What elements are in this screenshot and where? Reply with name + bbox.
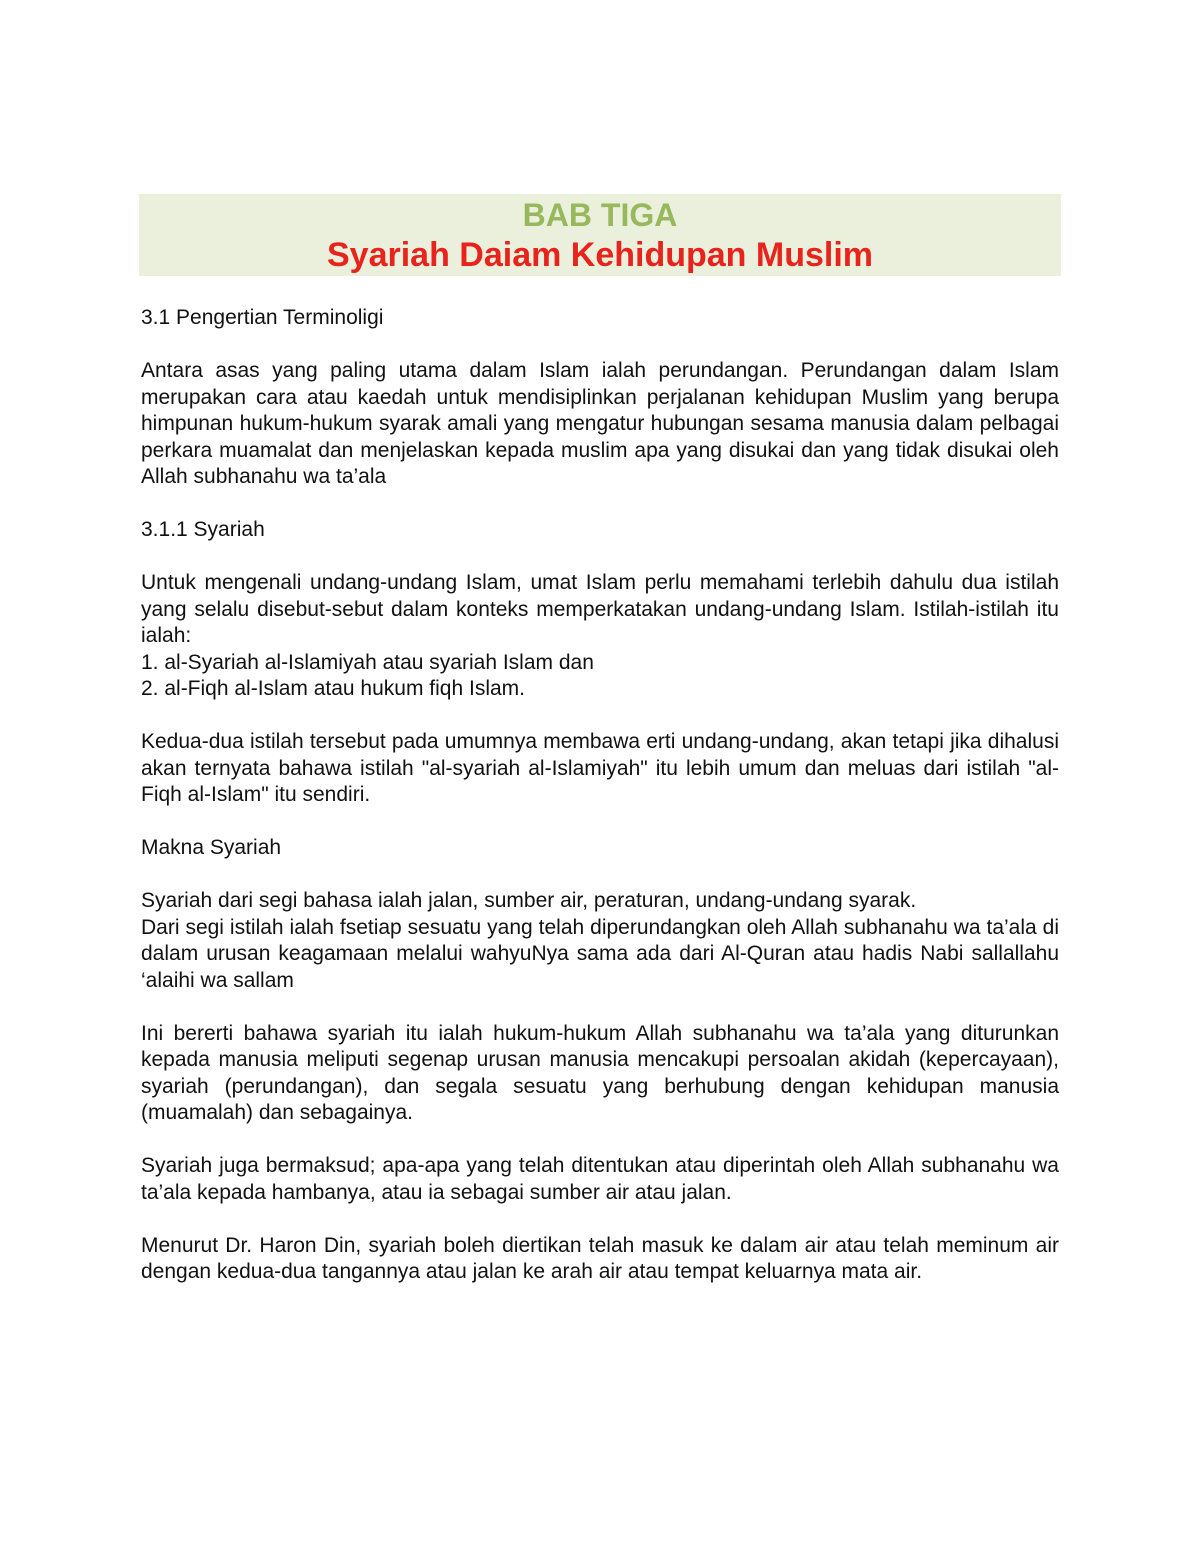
document-body [141, 305, 1059, 1312]
list-item: 2. al-Fiqh al-Islam atau hukum fiqh Islam. [141, 677, 525, 700]
paragraph-syariah-meaning: Ini bererti bahawa syariah itu ialah hukum-hukum Allah subhanahu wa ta’ala yang diturunkan kepada manusia meliputi segenap urusan manusia mencakupi persoalan akidah (kepercayaan), syariah (perundangan), dan segala sesuatu yang berhubung dengan kehidupan manusia (muamalah) dan sebagainya. [141, 1021, 1059, 1124]
section-heading-terminology: 3.1 Pengertian Terminoligi [141, 306, 384, 329]
paragraph-makna-istilah: Dari segi istilah ialah fsetiap sesuatu yang telah diperundangkan oleh Allah subhanahu wa ta’ala di dalam urusan keagamaan melalui wahyuNya sama ada dari Al-Quran atau hadis Nabi sallallahu ‘alaihi wa sallam [141, 915, 1059, 992]
paragraph-terminology: Antara asas yang paling utama dalam Islam ialah perundangan. Perundangan dalam Islam merupakan cara atau kaedah untuk mendisiplinkan perjalanan kehidupan Muslim yang berupa himpunan hukum-hukum syarak amali yang mengatur hubungan sesama manusia dalam pelbagai perkara muamalat dan menjelaskan kepada muslim apa yang disukai dan yang tidak disukai oleh Allah subhanahu wa ta’ala [141, 359, 1059, 488]
section-heading-syariah: 3.1.1 Syariah [141, 518, 265, 541]
paragraph-syariah-purpose: Syariah juga bermaksud; apa-apa yang telah ditentukan atau diperintah oleh Allah subhanahu wa ta’ala kepada hambanya, atau ia sebagai sumber air atau jalan. [141, 1154, 1059, 1204]
paragraph-term-comparison: Kedua-dua istilah tersebut pada umumnya membawa erti undang-undang, akan tetapi jika dihalusi akan ternyata bahawa istilah "al-syariah al-Islamiyah" itu lebih umum dan meluas dari istilah "al-Fiqh al-Islam" itu sendiri. [141, 730, 1059, 806]
paragraph-syariah-intro: Untuk mengenali undang-undang Islam, umat Islam perlu memahami terlebih dahulu dua istilah yang selalu disebut-sebut dalam konteks memperkatakan undang-undang Islam. Istilah-istilah itu ialah: [141, 571, 1059, 647]
paragraph-makna-bahasa: Syariah dari segi bahasa ialah jalan, sumber air, peraturan, undang-undang syarak. [141, 889, 917, 912]
chapter-label: BAB TIGA [522, 197, 678, 233]
chapter-title: Syariah Daiam Kehidupan Muslim [326, 236, 874, 274]
chapter-title-box [139, 194, 1061, 276]
term-list [141, 650, 1059, 703]
section-heading-makna-syariah: Makna Syariah [141, 836, 282, 859]
spacer [141, 703, 1059, 730]
paragraph-haron-din: Menurut Dr. Haron Din, syariah boleh diertikan telah masuk ke dalam air atau telah meminum air dengan kedua-dua tangannya atau jalan ke arah air atau tempat keluarnya mata air. [141, 1233, 1059, 1283]
list-item: 1. al-Syariah al-Islamiyah atau syariah Islam dan [141, 650, 594, 674]
